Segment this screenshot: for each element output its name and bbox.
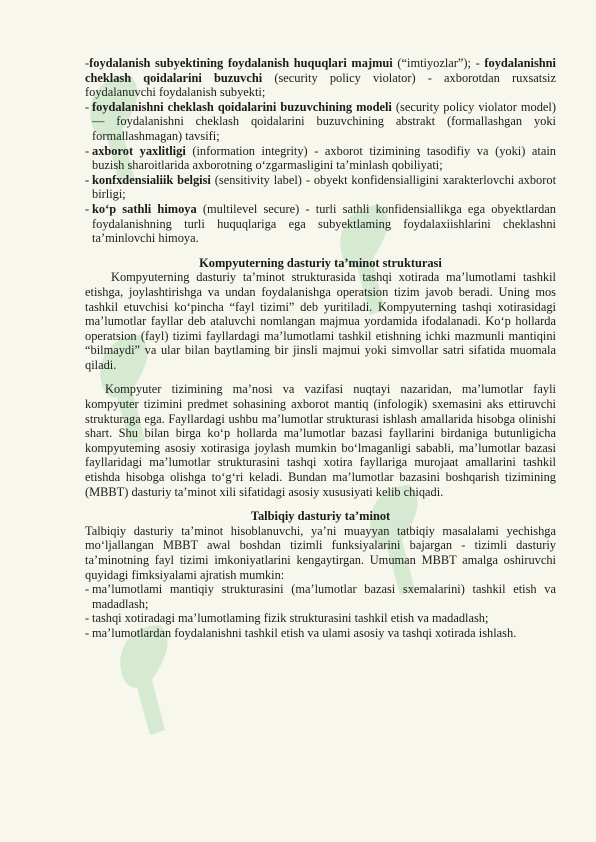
definition-paragraph — [85, 56, 556, 100]
list-item — [85, 173, 556, 202]
list-item — [85, 626, 556, 641]
term-gloss: (sensitivity label) - obyekt konfidensialligini xarakterlovchi axborot birligi; — [92, 172, 557, 202]
list-item — [85, 144, 556, 173]
list-item — [85, 611, 556, 626]
list-item — [85, 100, 556, 144]
body-paragraph: Kompyuterning dasturiy ta’minot strukturasida tashqi xotirada ma’lumotlami tashkil etishga, joylashtirishga va undan foydalanishga operatsion tizim javob beradi. Uning mos tashkil etuvchisi ko‘pincha “fayl tizimi” deb yuritiladi. Kompyuterning tashqi xotirasidagi ma’lumotlar fayllar deb ataluvchi nomlangan majmua yordamida ifodalanadi. Ko‘p hollarda operatsion (fayl) tizimi fayllardagi ma’lumotlami tashkil etishning ichki mazmunli mantiqini “bilmaydi” va ular bilan baytlaming bir jinsli majmui yoki simvollar satri sifatida muomala qiladi. — [85, 270, 556, 372]
term: foydalanishni cheklash qoidalarini buzuvchi — [85, 56, 556, 85]
dash-mark: - — [85, 99, 90, 114]
term-gloss: (“imtiyozlar”); - — [392, 56, 485, 70]
dash-mark: - — [85, 582, 90, 597]
term: foydalanishni cheklash qoidalarini buzuvchining modeli — [92, 99, 392, 114]
section-heading: Kompyuterning dasturiy ta’minot strukturasi — [199, 255, 442, 270]
term-gloss: (multilevel secure) - turli sathli konfidensiallikga ega obyektlardan foydalanishning turli huquqlariga ega subyektlaming foydalaxiishlarini cheklashni ta’minlovchi himoya. — [92, 201, 556, 246]
dash-mark: - — [85, 56, 90, 70]
dash-mark: - — [85, 201, 90, 216]
term: konfxdensialiik belgisi — [92, 172, 211, 187]
document-page — [85, 56, 556, 641]
list-item — [85, 582, 556, 611]
body-paragraph: Kompyuter tizimining ma’nosi va vazifasi nuqtayi nazaridan, ma’lumotlar fayli kompyuter tizimini predmet sohasining axborot mantiq (infologik) sxemasini aks ettiruvchi strukturaga ega. Fayllardagi ushbu ma’lumotlar strukturasi ishlash amallarida hisobga olinishi shart. Shu bilan birga ko‘p hollarda ma’lumotlar bazasi fayllarini birdaniga butunligicha kompyuteming asosiy xotirasiga joylash mumkin bo‘lmaganligi sababli, ma’lumotlar bazasi fayllaridagi ma’lumotlar strukturasini tashqi xotira fayllariga murojaat amallarini tashkil etishda hisobga olishga to‘g‘ri keladi. Bundan ma’lumotlar bazasini boshqarish tizimining (MBBT) dasturiy ta’minot xili sifatidagi asosiy xususiyati kelib chiqadi. — [85, 382, 556, 499]
dash-mark: - — [85, 611, 90, 626]
list-item-text: tashqi xotiradagi ma’lumotlaming fizik strukturasini tashkil etish va madadlash; — [92, 611, 489, 626]
section-heading: Talbiqiy dasturiy ta’minot — [250, 509, 391, 524]
dash-mark: - — [85, 143, 90, 158]
term: foydalanish subyektining foydalanish huquqlari majmui — [89, 56, 393, 70]
term-gloss: (security policy violator model) — foydalanishni cheklash qoidalarini buzuvchining abstrakt (formallashgan yoki formallashmagan) tavsifi; — [92, 99, 556, 143]
list-item-text: ma’lumotlami mantiqiy strukturasini (ma’lumotlar bazasi sxemalarini) tashkil etish va madadlash; — [92, 582, 556, 611]
dash-mark: - — [85, 625, 90, 640]
body-paragraph: Talbiqiy dasturiy ta’minot hisoblanuvchi, ya’ni muayyan tatbiqiy masalalami yechishga mo‘ljallangan MBBT awal boshdan tizimli funksiyalarini bajargan - tizimli dasturiy ta’minotning fayl tizimi imkoniyatlarini kengaytirgan. Umuman MBBT amalga oshiruvchi quyidagi fimksiyalami ajratish mumkin: — [85, 523, 556, 582]
list-item-text: ma’lumotlardan foydalanishni tashkil etish va ulami asosiy va tashqi xotirada ishlash. — [92, 625, 517, 640]
list-item — [85, 202, 556, 246]
term: axborot yaxlitligi — [92, 143, 186, 158]
term: ko‘p sathli himoya — [92, 201, 197, 216]
dash-mark: - — [85, 172, 90, 187]
term-gloss: (security policy violator) - axborotdan ruxsatsiz foydalanuvchi foydalanish subyekti; — [85, 70, 556, 100]
term-gloss: (information integrity) - axborot tizimining tasodifiy va (yoki) atain buzish sharoitlarida axborotning o‘zgarmasligini ta’minlash qobiliyati; — [92, 143, 556, 173]
